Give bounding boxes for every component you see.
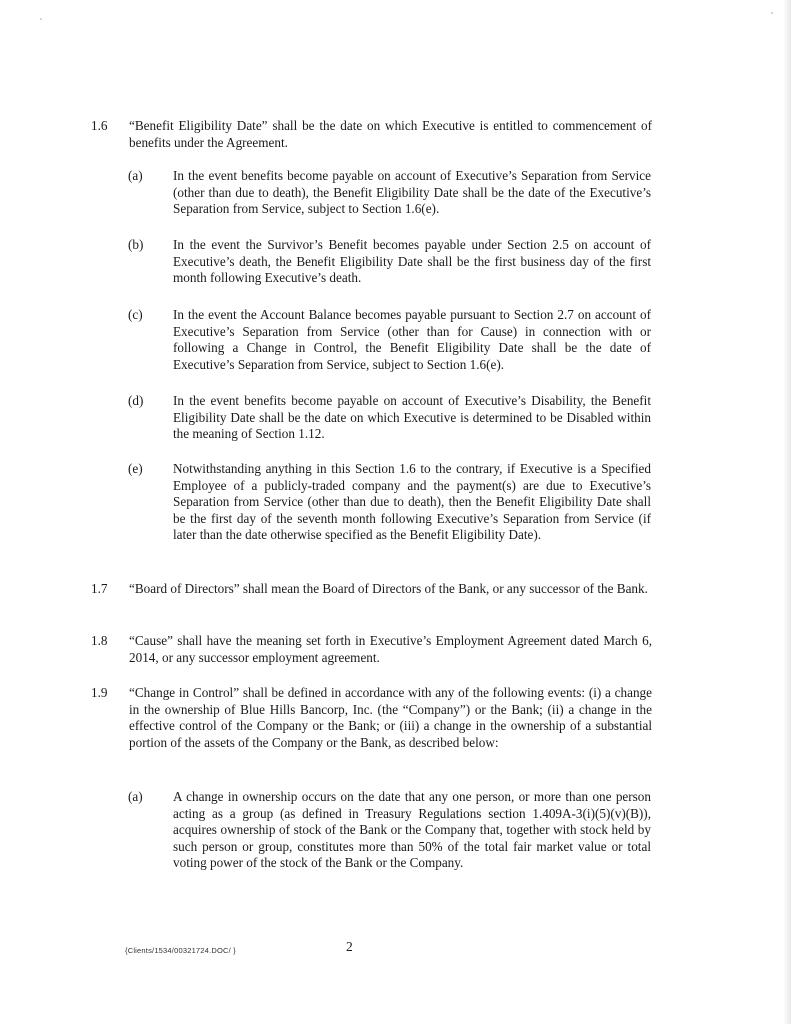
footer-doc-id: {Clients/1534/00321724.DOC/ } xyxy=(125,946,236,955)
section-number: 1.7 xyxy=(91,581,108,596)
section-number: 1.6 xyxy=(91,118,108,133)
page-number: 2 xyxy=(346,939,353,954)
subsection-label: (e) xyxy=(128,461,143,476)
section-text: “Change in Control” shall be defined in accordance with any of the following events: (i) a change in the ownership of Blue Hills Bancorp, Inc. (the “Company”) or the Bank; (ii) a change in the effective control of the Company or the Bank; or (iii) a change in the ownership of a substantial portion of the assets of the Company or the Bank, as described below: xyxy=(129,685,652,750)
section-text: “Benefit Eligibility Date” shall be the date on which Executive is entitled to commencement of benefits under the Agreement. xyxy=(129,118,652,150)
subsection-label: (d) xyxy=(128,393,144,408)
subsection-text: In the event the Account Balance becomes payable pursuant to Section 2.7 on account of Executive’s Separation from Service (other than for Cause) in connection with or following a Change in Control, the Benefit Eligibility Date shall be the date of Executive’s Separation from Service, subject to Section 1.6(e). xyxy=(173,307,651,372)
subsection-label: (a) xyxy=(128,789,143,804)
subsection-text: In the event benefits become payable on account of Executive’s Disability, the Benefit Eligibility Date shall be the date on which Executive is determined to be Disabled within the meaning of Section 1.12. xyxy=(173,393,651,442)
subsection-text: In the event the Survivor’s Benefit becomes payable under Section 2.5 on account of Executive’s death, the Benefit Eligibility Date shall be the first business day of the first month following Executive’s death. xyxy=(173,237,651,286)
section-text: “Board of Directors” shall mean the Board of Directors of the Bank, or any successor of the Bank. xyxy=(129,581,648,596)
subsection-text: A change in ownership occurs on the date that any one person, or more than one person acting as a group (as defined in Treasury Regulations section 1.409A-3(i)(5)(v)(B)), acquires ownership of stock of the Bank or the Company that, together with stock held by such person or group, constitutes more than 50% of the total fair market value or total voting power of the stock of the Bank or the Company. xyxy=(173,789,651,871)
subsection-text: Notwithstanding anything in this Section 1.6 to the contrary, if Executive is a Specified Employee of a publicly-traded company and the payment(s) are due to Executive’s Separation from Service (other than due to death), then the Benefit Eligibility Date shall be the first day of the seventh month following Executive’s Separation from Service (if later than the date otherwise specified as the Benefit Eligibility Date). xyxy=(173,461,651,543)
scan-speck xyxy=(771,12,773,14)
subsection-label: (a) xyxy=(128,168,143,183)
scan-edge-shadow xyxy=(783,0,791,1024)
section-text: “Cause” shall have the meaning set forth in Executive’s Employment Agreement dated March 6, 2014, or any successor employment agreement. xyxy=(129,633,652,665)
subsection-text: In the event benefits become payable on account of Executive’s Separation from Service (other than due to death), the Benefit Eligibility Date shall be the date of the Executive’s Separation from Service, subject to Section 1.6(e). xyxy=(173,168,651,217)
scan-speck xyxy=(40,18,42,20)
subsection-label: (b) xyxy=(128,237,144,252)
section-number: 1.9 xyxy=(91,685,108,700)
subsection-label: (c) xyxy=(128,307,143,322)
section-number: 1.8 xyxy=(91,633,108,648)
